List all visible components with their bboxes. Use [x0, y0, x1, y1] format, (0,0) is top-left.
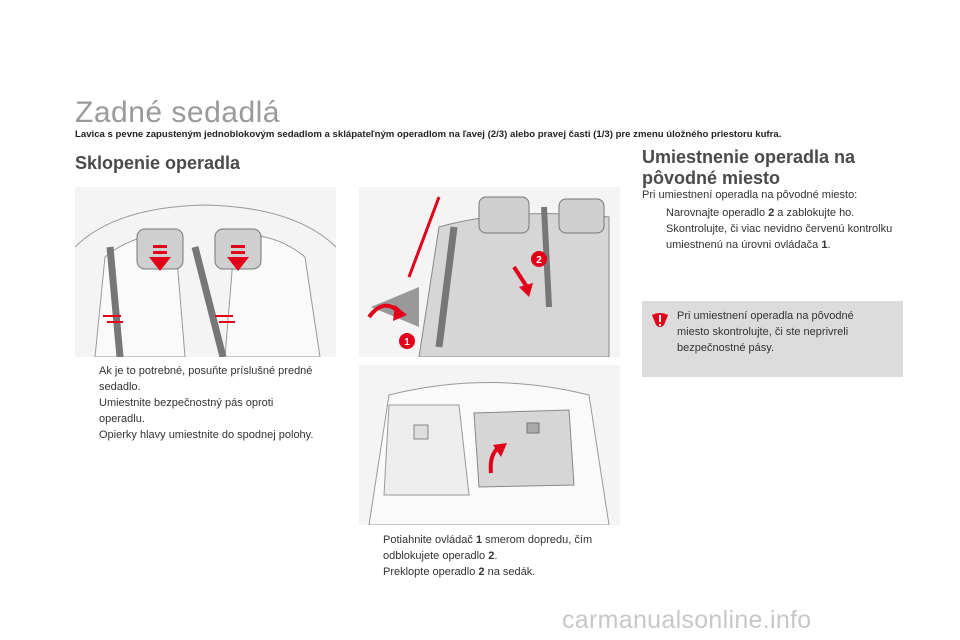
trunk-folded-illustration [359, 365, 620, 525]
list-item: Ak je to potrebné, posuňte príslušné predné sedadlo. [99, 365, 313, 393]
warning-icon [650, 312, 670, 330]
right-instructions [643, 205, 913, 253]
page-subtitle: Lavica s pevne zapusteným jednoblokovým sedadlom a sklápateľným operadlom na ľavej (2/3) alebo pravej časti (1/3) pre zmenu úložného priestoru kufra. [75, 129, 782, 140]
list-item: Preklopte operadlo 2 na sedák. [383, 566, 536, 578]
middle-instructions [360, 532, 622, 580]
list-item: Umiestnite bezpečnostný pás oproti operadlu. [99, 397, 274, 425]
heading-restore-backrest: Umiestnenie operadla na pôvodné miesto [642, 147, 856, 188]
backrest-lever-illustration [359, 187, 620, 357]
warning-text: Pri umiestnení operadla na pôvodné miesto skontrolujte, či ste neprivreli bezpečnostné pásy. [677, 310, 854, 354]
page-title: Zadné sedadlá [75, 96, 280, 129]
watermark: carmanualsonline.info [562, 606, 812, 634]
callout-2: 2 [536, 255, 542, 266]
list-item: Narovnajte operadlo 2 a zablokujte ho. [666, 207, 855, 219]
rear-seats-illustration [75, 187, 336, 357]
heading-fold-backrest: Sklopenie operadla [75, 153, 241, 173]
restore-intro: Pri umiestnení operadla na pôvodné miesto: [642, 189, 858, 201]
callout-1: 1 [404, 337, 410, 348]
list-item: Opierky hlavy umiestnite do spodnej polohy. [99, 429, 314, 441]
warning-note [642, 301, 903, 377]
list-item: Potiahnite ovládač 1 smerom dopredu, čím odblokujete operadlo 2. [383, 534, 593, 562]
list-item: Skontrolujte, či viac nevidno červenú kontrolku umiestnenú na úrovni ovládača 1. [666, 223, 893, 251]
left-instructions [76, 363, 316, 443]
